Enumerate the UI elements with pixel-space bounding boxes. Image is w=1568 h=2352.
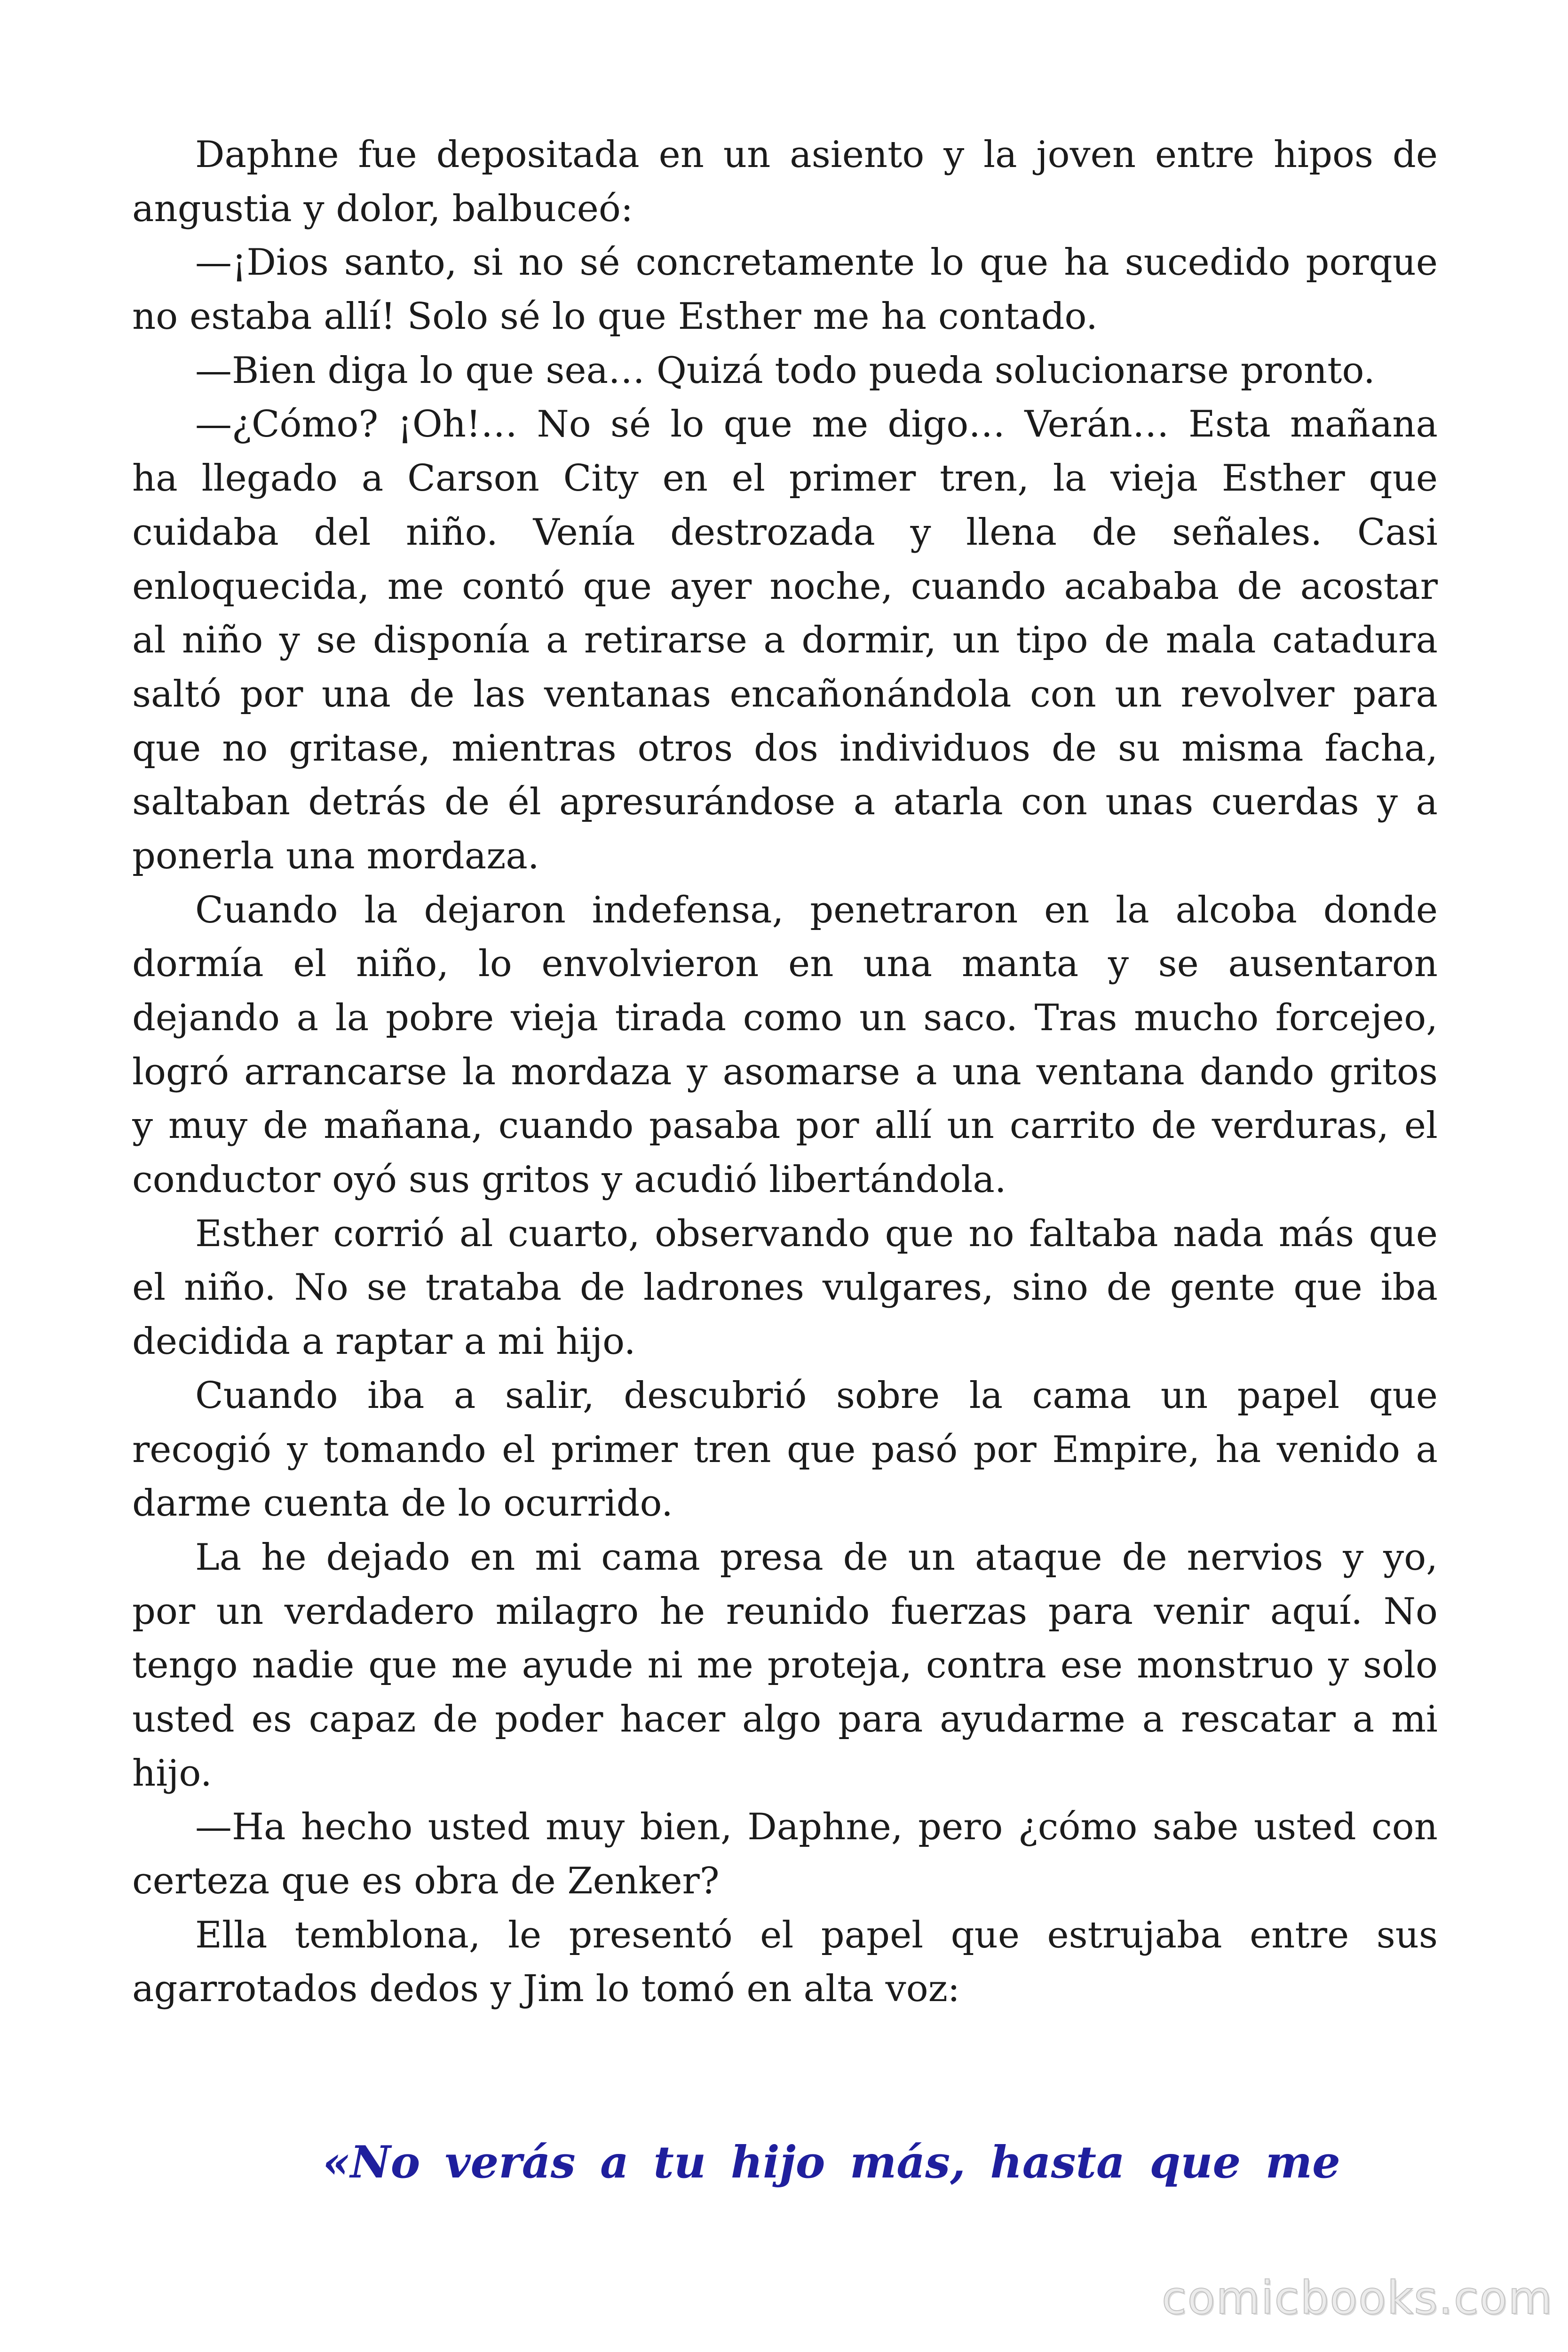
text-line: conductor oyó sus gritos y acudió libertándola. — [132, 1159, 1006, 1201]
paragraph — [132, 344, 1438, 398]
text-line: certeza que es obra de Zenker? — [132, 1860, 720, 1902]
watermark-logo: comicbooks.com — [1161, 2272, 1553, 2324]
text-line: angustia y dolor, balbuceó: — [132, 187, 634, 230]
text-line: dejando a la pobre vieja tirada como un saco. Tras mucho forcejeo, — [132, 997, 1438, 1039]
paragraph — [132, 1369, 1438, 1531]
text-line: Cuando iba a salir, descubrió sobre la cama un papel que — [195, 1374, 1438, 1417]
text-line: decidida a raptar a mi hijo. — [132, 1320, 636, 1363]
body-text — [132, 128, 1438, 2016]
text-line: —¿Cómo? ¡Oh!… No sé lo que me digo… Verán… Esta mañana — [195, 403, 1438, 446]
text-line: —¡Dios santo, si no sé concretamente lo que ha sucedido porque — [195, 241, 1438, 284]
text-line: —Ha hecho usted muy bien, Daphne, pero ¿cómo sabe usted con — [195, 1806, 1438, 1849]
text-line: Esther corrió al cuarto, observando que no faltaba nada más que — [195, 1212, 1438, 1255]
text-line: tengo nadie que me ayude ni me proteja, contra ese monstruo y solo — [132, 1644, 1438, 1687]
text-line: ha llegado a Carson City en el primer tren, la vieja Esther que — [132, 457, 1438, 500]
text-line: el niño. No se trataba de ladrones vulgares, sino de gente que iba — [132, 1266, 1438, 1309]
paragraph — [132, 883, 1438, 1207]
text-line: saltaban detrás de él apresurándose a atarla con unas cuerdas y a — [132, 781, 1438, 824]
paragraph — [132, 1908, 1438, 2016]
text-line: Cuando la dejaron indefensa, penetraron en la alcoba donde — [195, 889, 1438, 931]
paragraph — [132, 1800, 1438, 1908]
text-line: usted es capaz de poder hacer algo para ayudarme a rescatar a mi — [132, 1698, 1438, 1740]
text-line: hijo. — [132, 1752, 212, 1795]
text-line: logró arrancarse la mordaza y asomarse a una ventana dando gritos — [132, 1050, 1438, 1093]
text-line: por un verdadero milagro he reunido fuerzas para venir aquí. No — [132, 1590, 1438, 1633]
text-line: y muy de mañana, cuando pasaba por allí un carrito de verduras, el — [132, 1104, 1438, 1147]
handwritten-note-line: «No verás a tu hijo más, hasta que me — [323, 2137, 1340, 2188]
paragraph — [132, 236, 1438, 343]
paragraph — [132, 1531, 1438, 1800]
paragraph — [132, 128, 1438, 236]
paragraph — [132, 1207, 1438, 1369]
text-line: que no gritase, mientras otros dos individuos de su misma facha, — [132, 727, 1438, 770]
text-line: cuidaba del niño. Venía destrozada y llena de señales. Casi — [132, 511, 1438, 554]
paragraph — [132, 397, 1438, 883]
text-line: Ella temblona, le presentó el papel que estrujaba entre sus — [195, 1914, 1438, 1956]
text-line: saltó por una de las ventanas encañonándola con un revolver para — [132, 673, 1438, 715]
text-line: Daphne fue depositada en un asiento y la joven entre hipos de — [195, 134, 1438, 176]
text-line: no estaba allí! Solo sé lo que Esther me ha contado. — [132, 295, 1098, 338]
text-line: enloquecida, me contó que ayer noche, cuando acababa de acostar — [132, 565, 1438, 608]
text-line: al niño y se disponía a retirarse a dormir, un tipo de mala catadura — [132, 619, 1438, 662]
text-line: ponerla una mordaza. — [132, 834, 539, 877]
text-line: agarrotados dedos y Jim lo tomó en alta voz: — [132, 1968, 960, 2010]
text-line: darme cuenta de lo ocurrido. — [132, 1482, 673, 1525]
text-line: dormía el niño, lo envolvieron en una manta y se ausentaron — [132, 943, 1438, 985]
text-line: recogió y tomando el primer tren que pasó por Empire, ha venido a — [132, 1428, 1438, 1471]
text-line: —Bien diga lo que sea… Quizá todo pueda solucionarse pronto. — [195, 349, 1375, 392]
text-line: La he dejado en mi cama presa de un ataque de nervios y yo, — [195, 1536, 1438, 1579]
